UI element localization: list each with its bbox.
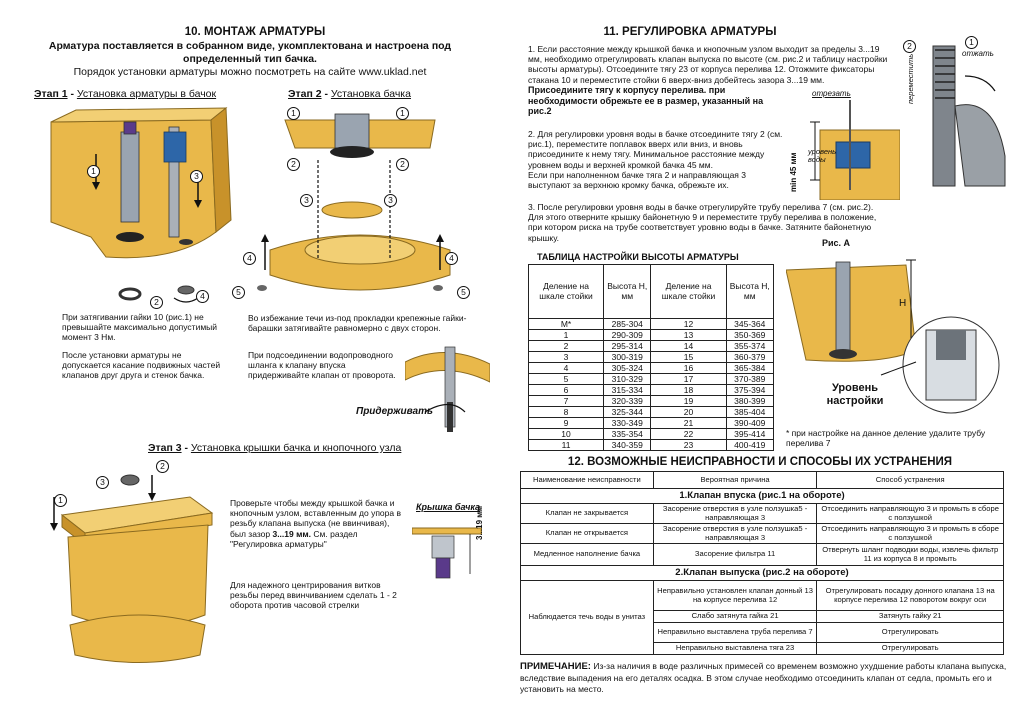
- height-cell: 400-419: [726, 440, 773, 451]
- height-cell: 310-329: [604, 374, 651, 385]
- section-10-intro: [10, 40, 490, 79]
- lid-gap-illustration: [412, 514, 482, 584]
- callout-s2-3b: 3: [384, 194, 397, 207]
- callout-s2-2a: 2: [287, 158, 300, 171]
- stage-1-dash: -: [67, 88, 77, 100]
- scale-division-cell: 12: [651, 319, 726, 330]
- note-label: ПРИМЕЧАНИЕ:: [520, 661, 591, 672]
- press-label: отжать: [962, 49, 994, 58]
- height-cell: 395-414: [726, 429, 773, 440]
- adjust-text-2: [528, 129, 783, 190]
- scale-division-cell: 21: [651, 418, 726, 429]
- stage-2-dash: -: [321, 88, 331, 100]
- height-cell: 375-394: [726, 385, 773, 396]
- stage-3-dash: -: [181, 442, 191, 454]
- fault-cell: Медленное наполнение бачка: [521, 544, 654, 566]
- fault-cell: Наблюдается течь воды в унитаз: [521, 581, 654, 655]
- scale-division-cell: 17: [651, 374, 726, 385]
- adjust-para-2b: Если при наполненном бачке тяга 2 и направляющая 3 выступают за верхнюю кромку бачка, обрежьте их.: [528, 169, 746, 190]
- height-cell: 290-309: [604, 330, 651, 341]
- scale-division-cell: 6: [529, 385, 604, 396]
- cause-cell: Засорение отверстия в узле ползушка5 - направляющая 3: [653, 524, 817, 544]
- lid-label: Крышка бачка: [416, 502, 481, 512]
- height-table: [528, 264, 774, 451]
- callout-s3-1: 1: [54, 494, 67, 507]
- height-cell: 320-339: [604, 396, 651, 407]
- gap-dimension: 3...19 мм: [475, 505, 484, 540]
- callout-s2-1b: 1: [396, 107, 409, 120]
- height-cell: 325-344: [604, 407, 651, 418]
- scale-division-cell: М*: [529, 319, 604, 330]
- note-gap-text: Проверьте чтобы между крышкой бачка и кнопочным узлом, вставленным до упора в резьбу клапана выпуска (не ввинчивая), был зазор: [230, 498, 401, 539]
- table-row: [529, 363, 774, 374]
- callout-r-1: 1: [965, 36, 978, 49]
- height-cell: 355-374: [726, 341, 773, 352]
- table-row: [521, 544, 1004, 566]
- cause-cell: Засорение фильтра 11: [653, 544, 817, 566]
- height-cell: 340-359: [604, 440, 651, 451]
- stage-2-label: Установка бачка: [330, 88, 411, 100]
- scale-division-cell: 23: [651, 440, 726, 451]
- faults-header: Способ устранения: [817, 472, 1004, 489]
- faults-table: [520, 471, 1004, 655]
- fault-cell: Клапан не закрывается: [521, 504, 654, 524]
- intro-line-1: Арматура поставляется в собранном виде, укомплектована и настроена под: [48, 40, 452, 52]
- height-cell: 330-349: [604, 418, 651, 429]
- table-row: [529, 319, 774, 330]
- height-cell: 360-379: [726, 352, 773, 363]
- callout-s2-5a: 5: [232, 286, 245, 299]
- min45-label: min 45 мм: [789, 152, 798, 192]
- scale-division-cell: 13: [651, 330, 726, 341]
- height-table-header: Высота Н, мм: [726, 265, 773, 319]
- stage-3-heading: [148, 442, 401, 454]
- scale-division-cell: 10: [529, 429, 604, 440]
- level-label: Уровень настройки: [826, 382, 884, 407]
- scale-division-cell: 15: [651, 352, 726, 363]
- callout-s2-1a: 1: [287, 107, 300, 120]
- scale-division-cell: 5: [529, 374, 604, 385]
- callout-r-2: 2: [903, 40, 916, 53]
- callout-2: 2: [150, 296, 163, 309]
- stage-2-number: Этап 2: [288, 88, 322, 100]
- fix-cell: Отрегулировать: [817, 623, 1004, 643]
- section-11-title: 11. РЕГУЛИРОВКА АРМАТУРЫ: [603, 26, 777, 38]
- h-dimension: H: [899, 298, 907, 309]
- height-cell: 380-399: [726, 396, 773, 407]
- move-label: переместить: [906, 53, 915, 104]
- table-row: [529, 440, 774, 451]
- note-gap-value: 3...19 мм.: [272, 528, 312, 539]
- table-row: [529, 330, 774, 341]
- table-row: [521, 581, 1004, 611]
- cause-cell: Неправильно выставлена тяга 23: [653, 643, 817, 655]
- fix-cell: Затянуть гайку 21: [817, 611, 1004, 623]
- fix-cell: Отрегулировать: [817, 643, 1004, 655]
- height-cell: 335-354: [604, 429, 651, 440]
- cause-cell: Неправильно установлен клапан донный 13 на корпусе перелива 12: [653, 581, 817, 611]
- section-10-title: 10. МОНТАЖ АРМАТУРЫ: [184, 26, 326, 38]
- intro-line-3: Порядок установки арматуры можно посмотреть на сайте www.uklad.net: [73, 66, 427, 79]
- scale-division-cell: 1: [529, 330, 604, 341]
- note-hose: При подсоединении водопроводного шланга к клапану впуска придерживайте клапан от проворота.: [248, 350, 396, 381]
- group-2-title: 2.Клапан выпуска (рис.2 на обороте): [521, 566, 1004, 581]
- callout-s3-3: 3: [96, 476, 109, 489]
- table-row: [521, 524, 1004, 544]
- hose-illustration: [405, 342, 490, 437]
- scale-division-cell: 18: [651, 385, 726, 396]
- scale-division-cell: 14: [651, 341, 726, 352]
- callout-s2-4a: 4: [243, 252, 256, 265]
- note-torque: При затягивании гайки 10 (рис.1) не превышайте максимально допустимый момент 3 Нм.: [62, 312, 218, 343]
- adjust-para-2: 2. Для регулировки уровня воды в бачке отсоедините тягу 2 (см. рис.1), переместите поплавок вверх или вниз, и вновь присоедините к нему тягу. Минимальное расстояние между уровнем воды и верхней кромкой бачка 45 мм.: [528, 129, 783, 170]
- fix-cell: Отсоединить направляющую 3 и промыть в сборе с ползушкой: [817, 524, 1004, 544]
- adjust-para-1-bold: Присоедините тягу к корпусу перелива. при необходимости обрежьте ее в размер, указанный на рис.2: [528, 84, 764, 117]
- height-cell: 390-409: [726, 418, 773, 429]
- stage-1-illustration: [36, 102, 236, 272]
- callout-3: 3: [190, 170, 203, 183]
- cause-cell: Засорение отверстия в узле ползушка5 - направляющая 3: [653, 504, 817, 524]
- faults-header-row: [521, 472, 1004, 489]
- height-cell: 365-384: [726, 363, 773, 374]
- height-cell: 295-314: [604, 341, 651, 352]
- height-cell: 300-319: [604, 352, 651, 363]
- stage-3-illustration: [40, 455, 230, 680]
- height-cell: 345-364: [726, 319, 773, 330]
- callout-s3-2: 2: [156, 460, 169, 473]
- height-table-header-row: [529, 265, 774, 319]
- fault-cell: Клапан не открывается: [521, 524, 654, 544]
- water-level-label: уровень воды: [808, 147, 837, 165]
- table-footnote: * при настройке на данное деление удалите трубу перелива 7: [786, 428, 986, 449]
- stage-1-heading: [34, 88, 216, 100]
- stage-2-illustration: [240, 100, 480, 310]
- riser-illustration: [905, 36, 1015, 196]
- figure-a-label: Рис. А: [822, 238, 851, 248]
- scale-division-cell: 19: [651, 396, 726, 407]
- faults-group-row: [521, 489, 1004, 504]
- height-table-header: Деление на шкале стойки: [651, 265, 726, 319]
- stage-1-label: Установка арматуры в бачок: [76, 88, 217, 100]
- table-row: [529, 396, 774, 407]
- table-row: [521, 504, 1004, 524]
- height-cell: 350-369: [726, 330, 773, 341]
- scale-division-cell: 3: [529, 352, 604, 363]
- fix-cell: Отсоединить направляющую 3 и промыть в сборе с ползушкой: [817, 504, 1004, 524]
- callout-s2-4b: 4: [445, 252, 458, 265]
- height-cell: 305-324: [604, 363, 651, 374]
- note-text: Из-за наличия в воде различных примесей со временем возможно ухудшение работы клапана выпуска, вследствие выпадения на его деталях осадка. В этом случае необходимо отсоединить клапан от седла, промыть его и установить на место.: [520, 661, 1007, 694]
- faults-header: Наименование неисправности: [521, 472, 654, 489]
- height-cell: 385-404: [726, 407, 773, 418]
- note-gap: [230, 498, 402, 549]
- stage-3-number: Этап 3: [148, 442, 182, 454]
- scale-division-cell: 11: [529, 440, 604, 451]
- height-cell: 285-304: [604, 319, 651, 330]
- note-gap-ref: См. раздел "Регулировка арматуры": [230, 528, 358, 549]
- scale-division-cell: 20: [651, 407, 726, 418]
- callout-s2-2b: 2: [396, 158, 409, 171]
- stage-3-label: Установка крышки бачка и кнопочного узла: [190, 442, 402, 454]
- note-no-contact: После установки арматуры не допускается касание подвижных частей клапанов друг друга и стенок бачка.: [62, 350, 221, 381]
- callout-4: 4: [196, 290, 209, 303]
- scale-division-cell: 8: [529, 407, 604, 418]
- faults-header: Вероятная причина: [653, 472, 817, 489]
- scale-division-cell: 9: [529, 418, 604, 429]
- stage-2-heading: [288, 88, 411, 100]
- cause-cell: Неправильно выставлена труба перелива 7: [653, 623, 817, 643]
- stage-1-number: Этап 1: [34, 88, 68, 100]
- faults-group-row: [521, 566, 1004, 581]
- fix-cell: Отрегулировать посадку донного клапана 13 на корпусе перелива 12 поворотом вокруг оси: [817, 581, 1004, 611]
- table-row: [529, 385, 774, 396]
- scale-division-cell: 4: [529, 363, 604, 374]
- intro-line-2: определенный тип бачка.: [183, 53, 317, 66]
- cause-cell: Слабо затянута гайка 21: [653, 611, 817, 623]
- table-row: [529, 407, 774, 418]
- scale-division-cell: 16: [651, 363, 726, 374]
- fix-cell: Отвернуть шланг подводки воды, извлечь фильтр 11 из корпуса 8 и промыть: [817, 544, 1004, 566]
- callout-s2-5b: 5: [457, 286, 470, 299]
- height-cell: 315-334: [604, 385, 651, 396]
- height-table-header: Высота Н, мм: [604, 265, 651, 319]
- table-row: [529, 341, 774, 352]
- group-1-title: 1.Клапан впуска (рис.1 на обороте): [521, 489, 1004, 504]
- adjust-para-1: 1. Если расстояние между крышкой бачка и кнопочным узлом выходит за пределы 3...19 мм, необходимо отрегулировать клапан выпуска по высоте (см. рис.2 и таблицу настройки высоты арматуры). Отсоедините тягу 23 от корпуса перелива 12. Отожмите фиксаторы стакана 10 и переместите стойки 6 вверх-вниз добейтесь зазора 3...19 мм.: [528, 44, 888, 85]
- table-row: [529, 374, 774, 385]
- scale-division-cell: 2: [529, 341, 604, 352]
- callout-s2-3a: 3: [300, 194, 313, 207]
- scale-division-cell: 22: [651, 429, 726, 440]
- faults-note: [520, 661, 1010, 694]
- adjust-text-3: 3. После регулировки уровня воды в бачке отрегулируйте трубу перелива 7 (см. рис.2). Для этого отверните крышку байонетную 9 и переместите трубу перелива в положение, при котором риска на трубе соответствует уровню воды в бачке. Затяните байонетную крышку.: [528, 202, 877, 243]
- hold-label: Придерживать: [356, 406, 433, 417]
- note-centering: Для надежного центрирования витков резьбы перед ввинчиванием сделать 1 - 2 оборота против часовой стрелки: [230, 580, 397, 611]
- scale-division-cell: 7: [529, 396, 604, 407]
- height-cell: 370-389: [726, 374, 773, 385]
- table-row: [529, 429, 774, 440]
- note-wingnuts: Во избежание течи из-под прокладки крепежные гайки-барашки затягивайте равномерно с двух сторон.: [248, 313, 467, 334]
- section-12-title: 12. ВОЗМОЖНЫЕ НЕИСПРАВНОСТИ И СПОСОБЫ ИХ УСТРАНЕНИЯ: [567, 456, 953, 468]
- table-row: [529, 352, 774, 363]
- cut-label: отрезать: [812, 89, 851, 98]
- height-table-title: ТАБЛИЦА НАСТРОЙКИ ВЫСОТЫ АРМАТУРЫ: [537, 252, 739, 262]
- height-table-header: Деление на шкале стойки: [529, 265, 604, 319]
- callout-1: 1: [87, 165, 100, 178]
- table-row: [529, 418, 774, 429]
